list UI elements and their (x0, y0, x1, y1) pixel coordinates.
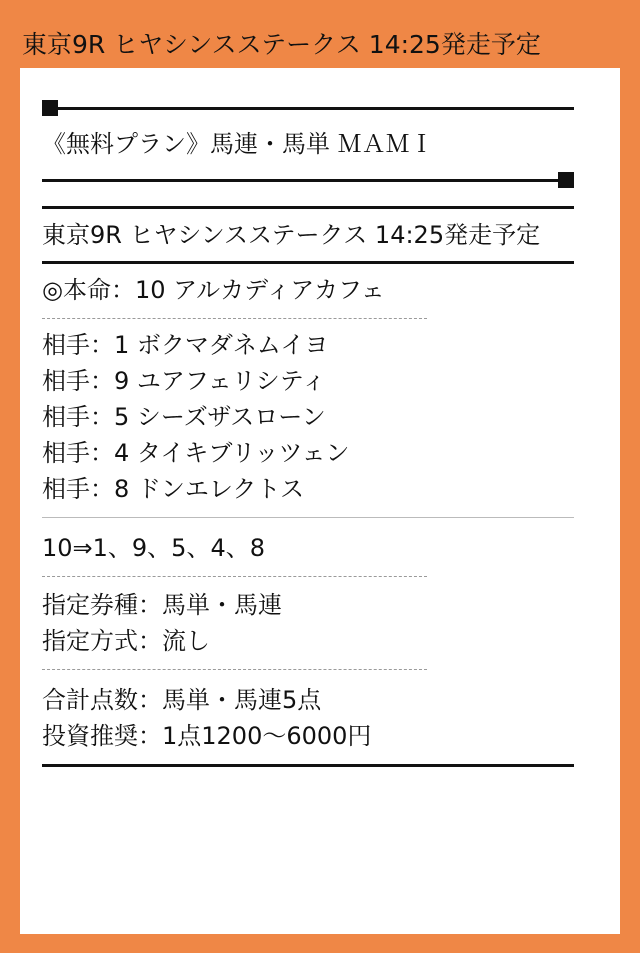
formation: 10⇒1、9、5、4、8 (42, 534, 265, 562)
aite-pick: 相手：5 シーズザスローン (42, 403, 326, 431)
aite-pick: 相手：4 タイキブリッツェン (42, 439, 350, 467)
ticket-type: 指定券種：馬単・馬連 (42, 591, 282, 619)
race-title: 東京9R ヒヤシンスステークス 14:25発走予定 (42, 221, 541, 249)
top-rule (42, 90, 574, 126)
aite-pick: 相手：9 ユアフェリシティ (42, 367, 326, 395)
plan-bottom-rule (42, 162, 574, 198)
divider (42, 179, 558, 182)
aite-pick: 相手：8 ドンエレクトス (42, 475, 305, 503)
divider (58, 107, 574, 110)
plan-label: 《無料プラン》馬連・馬単 ＭＡＭＩ (42, 130, 434, 158)
square-marker-icon (42, 100, 58, 116)
square-marker-icon (558, 172, 574, 188)
total-points: 合計点数：馬単・馬連5点 (42, 686, 322, 714)
page-title: 東京9R ヒヤシンスステークス 14:25発走予定 (22, 30, 541, 59)
aite-pick: 相手：1 ボクマダネムイヨ (42, 331, 329, 359)
bet-method: 指定方式：流し (42, 627, 210, 655)
bottom-divider (42, 764, 574, 767)
prediction-card (20, 68, 620, 934)
honmei-pick: ◎本命：10 アルカディアカフェ (42, 276, 385, 304)
investment: 投資推奨：1点1200〜6000円 (42, 722, 372, 750)
